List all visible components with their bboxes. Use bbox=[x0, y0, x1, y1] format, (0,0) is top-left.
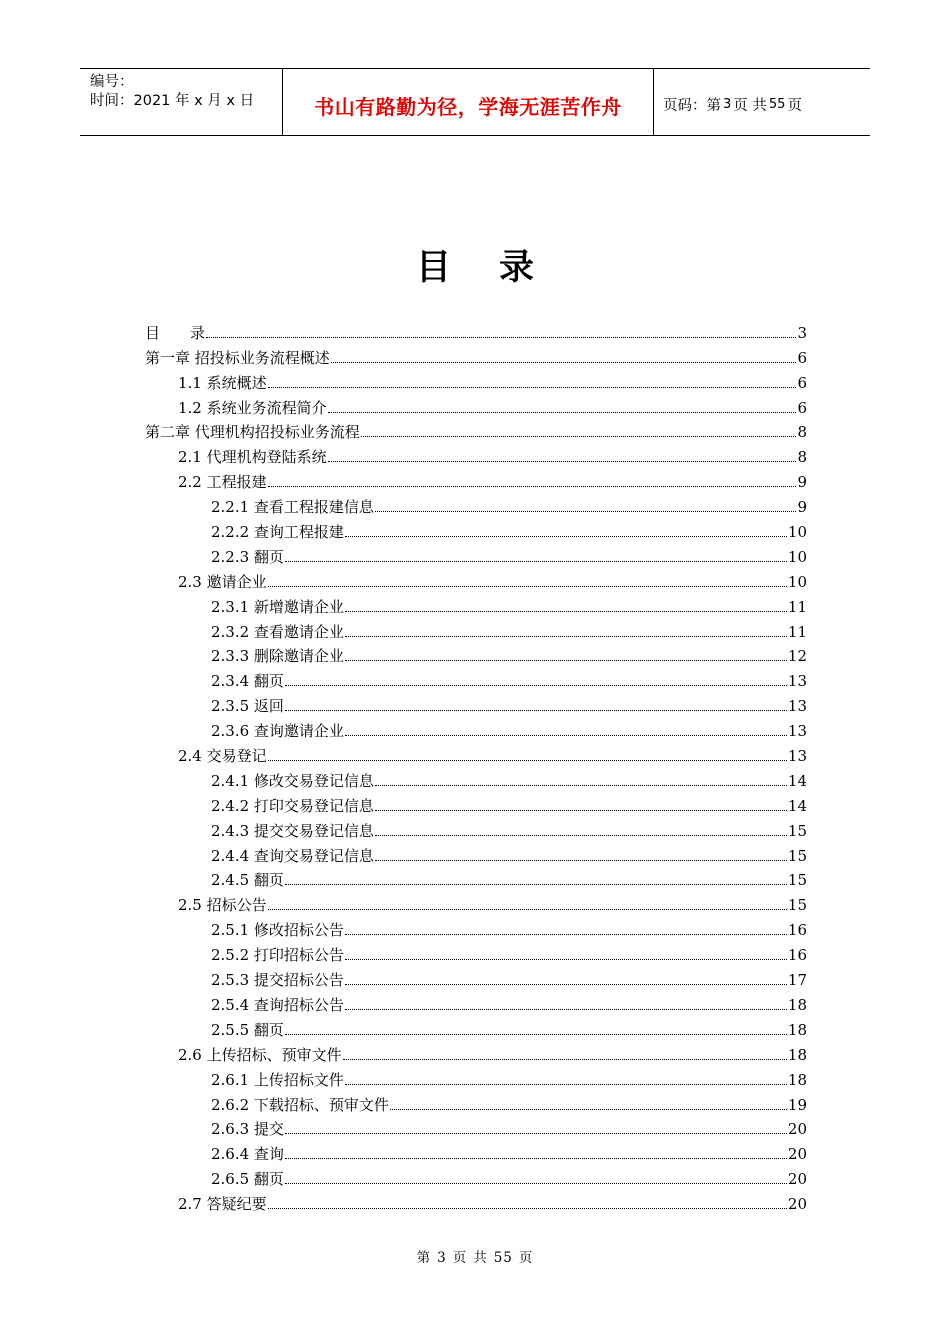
toc-entry[interactable] bbox=[145, 616, 807, 641]
toc-dot-leader bbox=[285, 561, 787, 562]
toc-entry-page: 8 bbox=[797, 423, 807, 442]
footer-word-di: 第 bbox=[416, 1250, 432, 1266]
toc-entry[interactable] bbox=[145, 939, 807, 964]
toc-entry-page: 19 bbox=[787, 1095, 807, 1114]
toc-entry-title: 2.6.3 提交 bbox=[211, 1120, 284, 1139]
toc-dot-leader bbox=[375, 810, 787, 811]
toc-entry[interactable] bbox=[145, 690, 807, 715]
toc-entry[interactable] bbox=[145, 1188, 807, 1213]
toc-entry-page: 13 bbox=[787, 697, 807, 716]
toc-dot-leader bbox=[206, 337, 796, 338]
toc-entry-title: 2.4.2 打印交易登记信息 bbox=[211, 796, 374, 815]
footer-word-gong: 共 bbox=[473, 1250, 488, 1266]
toc-entry-page: 20 bbox=[787, 1170, 807, 1189]
toc-entry-title: 2.3 邀请企业 bbox=[178, 572, 267, 591]
toc-entry-page: 12 bbox=[787, 647, 807, 666]
toc-dot-leader bbox=[345, 984, 787, 985]
toc-entry[interactable] bbox=[145, 392, 807, 417]
toc-dot-leader bbox=[345, 1009, 787, 1010]
toc-dot-leader bbox=[345, 636, 787, 637]
toc-entry[interactable] bbox=[145, 1039, 807, 1064]
toc-entry[interactable] bbox=[145, 317, 807, 342]
toc-entry-title: 2.6.5 翻页 bbox=[211, 1170, 284, 1189]
toc-heading-char-2: 录 bbox=[499, 248, 535, 288]
toc-entry-page: 3 bbox=[797, 323, 807, 342]
toc-entry-title: 2.4.1 修改交易登记信息 bbox=[211, 771, 374, 790]
toc-entry-page: 18 bbox=[787, 1070, 807, 1089]
toc-entry-page: 16 bbox=[787, 946, 807, 965]
toc-dot-leader bbox=[345, 934, 787, 935]
toc-entry-title: 2.6 上传招标、预审文件 bbox=[178, 1045, 342, 1064]
toc-entry-page: 20 bbox=[787, 1145, 807, 1164]
toc-dot-leader bbox=[345, 1084, 787, 1085]
toc-entry[interactable] bbox=[145, 1163, 807, 1188]
date-label: 时间：2021 年 x 月 x 日 bbox=[90, 93, 255, 109]
footer-total-pages: 55 bbox=[493, 1250, 513, 1266]
toc-dot-leader bbox=[375, 511, 797, 512]
toc-entry[interactable] bbox=[145, 1014, 807, 1039]
toc-entry-title: 2.2 工程报建 bbox=[178, 473, 267, 492]
toc-dot-leader bbox=[285, 685, 787, 686]
toc-dot-leader bbox=[268, 1208, 787, 1209]
toc-dot-leader bbox=[268, 387, 797, 388]
toc-entry-title: 2.5.4 查询招标公告 bbox=[211, 995, 344, 1014]
toc-entry-title: 2.2.2 查询工程报建 bbox=[211, 523, 344, 542]
toc-entry-page: 18 bbox=[787, 1020, 807, 1039]
toc-entry[interactable] bbox=[145, 417, 807, 442]
toc-entry-page: 18 bbox=[787, 995, 807, 1014]
toc-entry-page: 16 bbox=[787, 921, 807, 940]
toc-dot-leader bbox=[328, 412, 797, 413]
toc-entry-page: 11 bbox=[787, 622, 807, 641]
toc-dot-leader bbox=[331, 362, 797, 363]
page-footer bbox=[0, 1246, 950, 1266]
toc-entry[interactable] bbox=[145, 815, 807, 840]
toc-entry-page: 10 bbox=[787, 547, 807, 566]
toc-entry[interactable] bbox=[145, 441, 807, 466]
toc-dot-leader bbox=[285, 1034, 787, 1035]
toc-entry[interactable] bbox=[145, 1114, 807, 1139]
toc-dot-leader bbox=[345, 959, 787, 960]
toc-entry-title: 2.6.2 下载招标、预审文件 bbox=[211, 1095, 389, 1114]
toc-entry-page: 20 bbox=[787, 1195, 807, 1214]
toc-entry[interactable] bbox=[145, 541, 807, 566]
toc-dot-leader bbox=[375, 835, 787, 836]
toc-entry-title: 2.4.5 翻页 bbox=[211, 871, 284, 890]
page-header bbox=[80, 68, 870, 136]
page-prefix: 页码：第 bbox=[663, 97, 721, 114]
toc-entry-page: 13 bbox=[787, 747, 807, 766]
toc-dot-leader bbox=[361, 436, 797, 437]
toc-dot-leader bbox=[345, 536, 787, 537]
toc-entry-title: 2.4 交易登记 bbox=[178, 747, 267, 766]
toc-entry-title: 第一章 招投标业务流程概述 bbox=[145, 348, 330, 367]
toc-entry[interactable] bbox=[145, 342, 807, 367]
toc-entry[interactable] bbox=[145, 516, 807, 541]
toc-dot-leader bbox=[285, 1133, 787, 1134]
toc-dot-leader bbox=[328, 461, 797, 462]
toc-entry[interactable] bbox=[145, 964, 807, 989]
toc-entry-title: 目 录 bbox=[145, 323, 206, 342]
toc-entry[interactable] bbox=[145, 466, 807, 491]
toc-dot-leader bbox=[375, 785, 787, 786]
toc-entry-title: 2.2.1 查看工程报建信息 bbox=[211, 498, 374, 517]
toc-entry[interactable] bbox=[145, 665, 807, 690]
toc-entry-title: 2.5.3 提交招标公告 bbox=[211, 971, 344, 990]
toc-entry[interactable] bbox=[145, 914, 807, 939]
toc-dot-leader bbox=[285, 1183, 787, 1184]
serial-number-label: 编号： bbox=[90, 74, 134, 90]
toc-entry-page: 18 bbox=[787, 1045, 807, 1064]
toc-dot-leader bbox=[268, 909, 787, 910]
header-page-indicator bbox=[654, 69, 870, 135]
toc-entry-title: 2.5.5 翻页 bbox=[211, 1020, 284, 1039]
toc-entry-page: 10 bbox=[787, 572, 807, 591]
toc-dot-leader bbox=[345, 735, 787, 736]
toc-dot-leader bbox=[343, 1059, 787, 1060]
toc-entry-page: 11 bbox=[787, 597, 807, 616]
toc-dot-leader bbox=[345, 611, 787, 612]
toc-entry-page: 9 bbox=[797, 473, 807, 492]
toc-entry[interactable] bbox=[145, 865, 807, 890]
toc-entry-title: 2.2.3 翻页 bbox=[211, 547, 284, 566]
toc-entry-page: 15 bbox=[787, 846, 807, 865]
header-meta bbox=[80, 69, 282, 135]
toc-entry[interactable] bbox=[145, 740, 807, 765]
toc-entry-page: 13 bbox=[787, 672, 807, 691]
footer-current-page: 3 bbox=[437, 1250, 447, 1266]
page-total: 55 bbox=[768, 96, 786, 112]
toc-entry-title: 2.7 答疑纪要 bbox=[178, 1195, 267, 1214]
toc-entry[interactable] bbox=[145, 491, 807, 516]
toc-entry-title: 2.3.5 返回 bbox=[211, 697, 284, 716]
toc-entry-page: 6 bbox=[797, 348, 807, 367]
toc-entry[interactable] bbox=[145, 989, 807, 1014]
toc-entry-page: 6 bbox=[797, 373, 807, 392]
toc-entry-title: 2.5.1 修改招标公告 bbox=[211, 921, 344, 940]
toc-entry-page: 15 bbox=[787, 896, 807, 915]
toc-entry[interactable] bbox=[145, 1138, 807, 1163]
toc-entry-page: 6 bbox=[797, 398, 807, 417]
toc-entry[interactable] bbox=[145, 1089, 807, 1114]
toc-entry[interactable] bbox=[145, 591, 807, 616]
toc-dot-leader bbox=[375, 860, 787, 861]
toc-dot-leader bbox=[390, 1109, 787, 1110]
toc-dot-leader bbox=[268, 586, 787, 587]
toc-dot-leader bbox=[285, 884, 787, 885]
toc-entry-title: 2.3.6 查询邀请企业 bbox=[211, 722, 344, 741]
header-motto: 书山有路勤为径，学海无涯苦作舟 bbox=[282, 69, 654, 135]
page-mid: 页 共 bbox=[733, 97, 767, 114]
toc-entry-title: 2.4.4 查询交易登记信息 bbox=[211, 846, 374, 865]
toc-dot-leader bbox=[268, 760, 787, 761]
toc-dot-leader bbox=[345, 660, 787, 661]
toc-dot-leader bbox=[285, 710, 787, 711]
footer-word-ye: 页 bbox=[452, 1250, 468, 1266]
toc-entry-title: 2.6.1 上传招标文件 bbox=[211, 1070, 344, 1089]
toc-entry[interactable] bbox=[145, 367, 807, 392]
toc-entry-title: 2.1 代理机构登陆系统 bbox=[178, 448, 327, 467]
toc-entry-title: 1.1 系统概述 bbox=[178, 373, 267, 392]
toc-entry-page: 14 bbox=[787, 796, 807, 815]
toc-entry-title: 2.3.2 查看邀请企业 bbox=[211, 622, 344, 641]
toc-entry[interactable] bbox=[145, 715, 807, 740]
toc-entry-title: 2.3.4 翻页 bbox=[211, 672, 284, 691]
toc-entry-title: 2.5 招标公告 bbox=[178, 896, 267, 915]
toc-entry-title: 2.5.2 打印招标公告 bbox=[211, 946, 344, 965]
toc-entry-page: 13 bbox=[787, 722, 807, 741]
toc-entry-page: 20 bbox=[787, 1120, 807, 1139]
table-of-contents bbox=[145, 317, 807, 1213]
toc-entry-page: 15 bbox=[787, 871, 807, 890]
toc-entry-page: 9 bbox=[797, 498, 807, 517]
toc-entry[interactable] bbox=[145, 889, 807, 914]
toc-entry-title: 1.2 系统业务流程简介 bbox=[178, 398, 327, 417]
toc-heading bbox=[0, 240, 950, 290]
toc-entry-title: 2.4.3 提交交易登记信息 bbox=[211, 821, 374, 840]
toc-entry-page: 14 bbox=[787, 771, 807, 790]
toc-entry-title: 第二章 代理机构招投标业务流程 bbox=[145, 423, 360, 442]
toc-entry-page: 10 bbox=[787, 523, 807, 542]
toc-dot-leader bbox=[268, 486, 797, 487]
page-current: 3 bbox=[723, 96, 732, 112]
toc-entry-page: 8 bbox=[797, 448, 807, 467]
toc-entry[interactable] bbox=[145, 566, 807, 591]
toc-entry[interactable] bbox=[145, 641, 807, 666]
toc-entry-page: 17 bbox=[787, 971, 807, 990]
toc-heading-char-1: 目 bbox=[415, 248, 451, 288]
page-suffix: 页 bbox=[787, 97, 802, 114]
toc-entry[interactable] bbox=[145, 765, 807, 790]
toc-entry[interactable] bbox=[145, 1064, 807, 1089]
toc-entry-title: 2.6.4 查询 bbox=[211, 1145, 284, 1164]
toc-entry-title: 2.3.3 删除邀请企业 bbox=[211, 647, 344, 666]
toc-entry-title: 2.3.1 新增邀请企业 bbox=[211, 597, 344, 616]
toc-entry[interactable] bbox=[145, 840, 807, 865]
toc-entry-page: 15 bbox=[787, 821, 807, 840]
toc-entry[interactable] bbox=[145, 790, 807, 815]
footer-word-ye-2: 页 bbox=[518, 1250, 534, 1266]
toc-dot-leader bbox=[285, 1158, 787, 1159]
